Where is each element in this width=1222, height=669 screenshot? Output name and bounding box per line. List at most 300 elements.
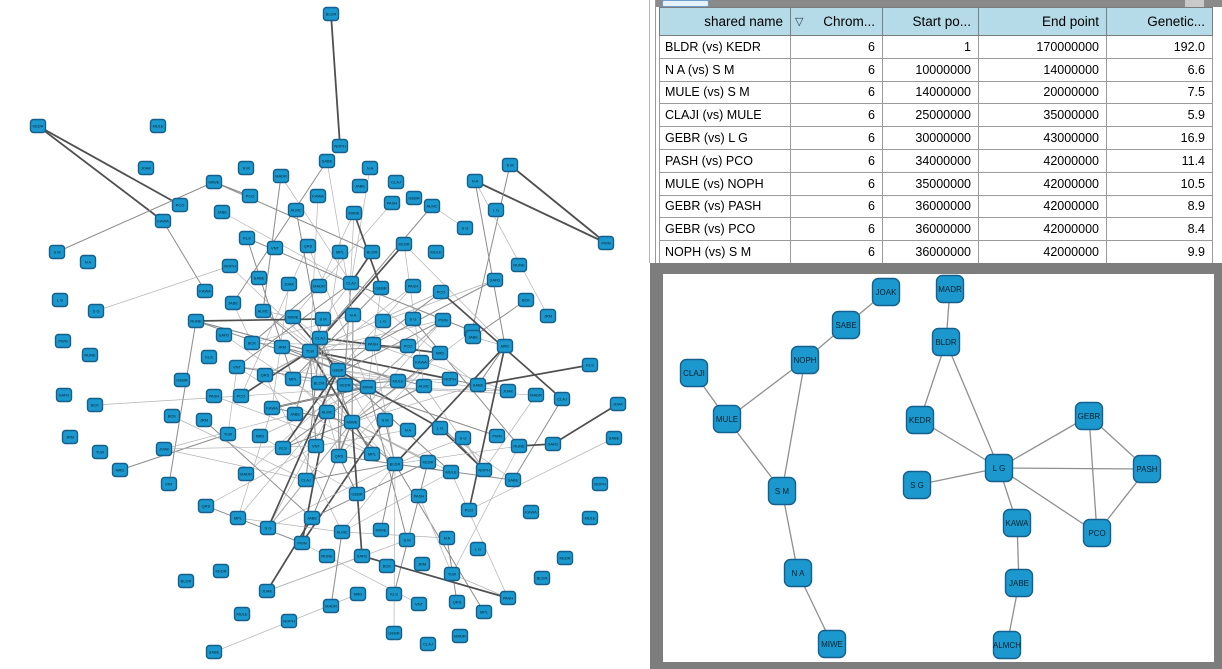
graph-node[interactable] (388, 458, 403, 471)
table-horizontal-scrollbar[interactable] (656, 0, 1222, 7)
graph-node[interactable] (506, 474, 521, 487)
cell-value[interactable]: 7.5 (1107, 81, 1213, 104)
graph-node[interactable] (466, 331, 481, 344)
graph-node[interactable] (320, 155, 335, 168)
node-label: BLDR (180, 578, 192, 584)
graph-edge (352, 315, 353, 422)
graph-node[interactable] (453, 630, 468, 643)
table-row[interactable] (660, 172, 1213, 195)
graph-node[interactable] (792, 347, 819, 374)
cell-shared-name[interactable]: NOPH (vs) S M (660, 241, 791, 264)
graph-node[interactable] (316, 313, 331, 326)
graph-node[interactable] (215, 206, 230, 219)
graph-node[interactable] (312, 280, 327, 293)
graph-node[interactable] (489, 204, 504, 217)
cell-value[interactable]: 36000000 (883, 218, 979, 241)
graph-node[interactable] (199, 500, 214, 513)
graph-node[interactable] (57, 389, 72, 402)
graph-node[interactable] (365, 448, 380, 461)
graph-node[interactable] (258, 369, 273, 382)
graph-node[interactable] (937, 276, 964, 303)
node-label: SABE (507, 477, 519, 483)
graph-node[interactable] (378, 414, 393, 427)
graph-node[interactable] (407, 192, 422, 205)
column-header-end-point[interactable]: End point (979, 8, 1107, 36)
scrollbar-thumb[interactable] (662, 0, 709, 7)
cell-value[interactable]: 11.4 (1107, 149, 1213, 172)
graph-node[interactable] (355, 550, 370, 563)
graph-edge (238, 518, 342, 532)
detail-network-viewport[interactable] (663, 274, 1214, 662)
graph-node[interactable] (501, 385, 516, 398)
graph-node[interactable] (50, 246, 65, 259)
detail-network-canvas[interactable] (663, 274, 1214, 662)
graph-node[interactable] (333, 140, 348, 153)
node-label: PCO (403, 343, 413, 349)
graph-node[interactable] (433, 422, 448, 435)
graph-node[interactable] (421, 638, 436, 651)
graph-node[interactable] (993, 632, 1021, 659)
graph-node[interactable] (226, 297, 241, 310)
graph-node[interactable] (282, 615, 297, 628)
cell-value[interactable]: 8.4 (1107, 218, 1213, 241)
cell-value[interactable]: 30000000 (883, 127, 979, 150)
graph-node[interactable] (611, 398, 626, 411)
graph-node[interactable] (415, 558, 430, 571)
graph-node[interactable] (417, 380, 432, 393)
graph-node[interactable] (56, 335, 71, 348)
cell-value[interactable]: 16.9 (1107, 127, 1213, 150)
node-label: MADR (938, 284, 962, 294)
cell-value[interactable]: 35000000 (979, 104, 1107, 127)
node-label: KLS (390, 591, 398, 597)
graph-node[interactable] (769, 478, 796, 505)
graph-node[interactable] (593, 478, 608, 491)
graph-node[interactable] (558, 552, 573, 565)
node-label: ALMC (336, 529, 348, 535)
graph-node[interactable] (156, 215, 171, 228)
graph-node[interactable] (389, 176, 404, 189)
graph-node[interactable] (197, 414, 212, 427)
graph-node[interactable] (89, 305, 104, 318)
node-label: MIWE (287, 314, 299, 320)
cell-value[interactable]: 6 (791, 149, 883, 172)
cell-value[interactable]: 25000000 (883, 104, 979, 127)
graph-node[interactable] (275, 341, 290, 354)
cell-value[interactable]: 36000000 (883, 241, 979, 264)
graph-node[interactable] (387, 627, 402, 640)
table-row[interactable] (660, 81, 1213, 104)
graph-node[interactable] (333, 246, 348, 259)
graph-node[interactable] (374, 282, 389, 295)
node-label: MULE (584, 515, 596, 521)
graph-node[interactable] (252, 272, 267, 285)
column-header-shared-name[interactable]: shared name (660, 8, 791, 36)
graph-node[interactable] (406, 280, 421, 293)
node-label: CLAJ (315, 335, 325, 341)
graph-node[interactable] (214, 565, 229, 578)
graph-node[interactable] (175, 374, 190, 387)
table-row[interactable] (660, 218, 1213, 241)
node-label: PASH (208, 393, 220, 399)
graph-node[interactable] (286, 373, 301, 386)
graph-node[interactable] (445, 568, 460, 581)
cell-shared-name[interactable]: GEBR (vs) PCO (660, 218, 791, 241)
graph-node[interactable] (436, 314, 451, 327)
graph-node[interactable] (1004, 510, 1031, 537)
graph-node[interactable] (986, 455, 1013, 482)
node-label: N A (443, 535, 451, 541)
node-label: PCO (436, 289, 446, 295)
graph-node[interactable] (173, 199, 188, 212)
node-label: GEBR (388, 630, 400, 636)
graph-node[interactable] (240, 232, 255, 245)
graph-node[interactable] (207, 390, 222, 403)
graph-node[interactable] (468, 175, 483, 188)
graph-node[interactable] (490, 430, 505, 443)
cell-value[interactable]: 42000000 (979, 172, 1107, 195)
graph-node[interactable] (276, 442, 291, 455)
graph-node[interactable] (303, 345, 318, 358)
cell-value[interactable]: 170000000 (979, 36, 1107, 59)
graph-node[interactable] (239, 468, 254, 481)
graph-node[interactable] (512, 259, 527, 272)
cell-shared-name[interactable]: GEBR (vs) PASH (660, 195, 791, 218)
column-header-start-po---[interactable]: Start po... (883, 8, 979, 36)
graph-node[interactable] (81, 256, 96, 269)
node-label: PWN (58, 338, 68, 344)
cell-value[interactable]: 14000000 (979, 58, 1107, 81)
node-label: JOAK (502, 388, 514, 394)
graph-node[interactable] (179, 575, 194, 588)
graph-node[interactable] (785, 560, 812, 587)
graph-node[interactable] (221, 428, 236, 441)
graph-node[interactable] (93, 446, 108, 459)
panel-split-divider[interactable] (649, 0, 656, 263)
node-label: PCO (464, 507, 474, 513)
cell-shared-name[interactable]: N A (vs) S M (660, 58, 791, 81)
cell-shared-name[interactable]: MULE (vs) S M (660, 81, 791, 104)
graph-node[interactable] (1084, 520, 1111, 547)
cell-value[interactable]: 34000000 (883, 149, 979, 172)
graph-node[interactable] (83, 349, 98, 362)
graph-node[interactable] (63, 431, 78, 444)
graph-node[interactable] (477, 606, 492, 619)
graph-node[interactable] (256, 305, 271, 318)
graph-node[interactable] (345, 416, 360, 429)
graph-node[interactable] (450, 596, 465, 609)
table-row[interactable] (660, 58, 1213, 81)
graph-edge (38, 126, 180, 205)
graph-edge (267, 556, 362, 591)
graph-node[interactable] (401, 340, 416, 353)
cell-value[interactable]: 6 (791, 241, 883, 264)
cell-value[interactable]: 20000000 (979, 81, 1107, 104)
graph-node[interactable] (217, 329, 232, 342)
graph-node[interactable] (471, 543, 486, 556)
table-row[interactable] (660, 195, 1213, 218)
graph-node[interactable] (311, 190, 326, 203)
graph-node[interactable] (320, 406, 335, 419)
graph-node[interactable] (235, 608, 250, 621)
cell-shared-name[interactable]: MULE (vs) NOPH (660, 172, 791, 195)
graph-node[interactable] (907, 407, 934, 434)
graph-node[interactable] (1006, 570, 1033, 597)
cell-value[interactable]: 6 (791, 81, 883, 104)
node-label: BLDR (313, 380, 325, 386)
graph-node[interactable] (535, 572, 550, 585)
graph-node[interactable] (529, 389, 544, 402)
cell-shared-name[interactable]: CLAJI (vs) MULE (660, 104, 791, 127)
graph-node[interactable] (380, 560, 395, 573)
cell-shared-name[interactable]: GEBR (vs) L G (660, 127, 791, 150)
cell-value[interactable]: 14000000 (883, 81, 979, 104)
graph-node[interactable] (139, 162, 154, 175)
graph-node[interactable] (366, 338, 381, 351)
graph-node[interactable] (400, 534, 415, 547)
graph-node[interactable] (31, 120, 46, 133)
table-row[interactable] (660, 36, 1213, 59)
cell-value[interactable]: 42000000 (979, 149, 1107, 172)
graph-node[interactable] (458, 222, 473, 235)
graph-node[interactable] (301, 240, 316, 253)
graph-node[interactable] (425, 200, 440, 213)
cell-value[interactable]: 10000000 (883, 58, 979, 81)
node-label: MPL (367, 451, 377, 457)
cell-value[interactable]: 6 (791, 218, 883, 241)
graph-node[interactable] (243, 190, 258, 203)
cell-value[interactable]: 8.9 (1107, 195, 1213, 218)
graph-node[interactable] (376, 315, 391, 328)
graph-node[interactable] (347, 207, 362, 220)
graph-node[interactable] (338, 379, 353, 392)
graph-node[interactable] (681, 360, 708, 387)
node-label: PASH (407, 283, 419, 289)
cell-shared-name[interactable]: BLDR (vs) KEDR (660, 36, 791, 59)
node-label: MADR (240, 471, 252, 477)
graph-node[interactable] (234, 390, 249, 403)
graph-node[interactable] (331, 364, 346, 377)
graph-node[interactable] (88, 399, 103, 412)
graph-node[interactable] (412, 598, 427, 611)
graph-node[interactable] (320, 550, 335, 563)
graph-node[interactable] (231, 512, 246, 525)
node-label: VNT (415, 601, 423, 607)
column-header-genetic---[interactable]: Genetic... (1107, 8, 1213, 36)
graph-node[interactable] (189, 315, 204, 328)
graph-node[interactable] (351, 588, 366, 601)
graph-node[interactable] (524, 506, 539, 519)
table-row[interactable] (660, 149, 1213, 172)
graph-node[interactable] (274, 170, 289, 183)
graph-node[interactable] (443, 373, 458, 386)
graph-node[interactable] (429, 246, 444, 259)
node-label: PASH (502, 595, 514, 601)
node-label: GEBR (332, 367, 344, 373)
graph-node[interactable] (833, 312, 860, 339)
cell-value[interactable]: 6.6 (1107, 58, 1213, 81)
cell-value[interactable]: 192.0 (1107, 36, 1213, 59)
cell-value[interactable]: 6 (791, 195, 883, 218)
graph-node[interactable] (312, 377, 327, 390)
graph-node[interactable] (599, 237, 614, 250)
graph-node[interactable] (165, 410, 180, 423)
graph-node[interactable] (261, 522, 276, 535)
cell-value[interactable]: 6 (791, 36, 883, 59)
node-label: MADR (313, 283, 325, 289)
graph-node[interactable] (391, 375, 406, 388)
cell-value[interactable]: 6 (791, 58, 883, 81)
node-label: PWN (438, 317, 448, 323)
graph-node[interactable] (353, 180, 368, 193)
graph-node[interactable] (157, 443, 172, 456)
graph-node[interactable] (374, 524, 389, 537)
graph-node[interactable] (288, 408, 303, 421)
cell-value[interactable]: 42000000 (979, 241, 1107, 264)
graph-node[interactable] (346, 309, 361, 322)
graph-node[interactable] (335, 526, 350, 539)
graph-node[interactable] (361, 381, 376, 394)
graph-node[interactable] (245, 337, 260, 350)
node-label: TLW (447, 571, 457, 577)
node-label: L G (56, 297, 64, 303)
cell-value[interactable]: 9.9 (1107, 241, 1213, 264)
cell-shared-name[interactable]: PASH (vs) PCO (660, 149, 791, 172)
graph-node[interactable] (501, 592, 516, 605)
cell-value[interactable]: 6 (791, 172, 883, 195)
graph-node[interactable] (555, 393, 570, 406)
graph-node[interactable] (406, 313, 421, 326)
graph-node[interactable] (365, 246, 380, 259)
graph-node[interactable] (412, 490, 427, 503)
node-label: BLDR (325, 11, 337, 17)
graph-node[interactable] (305, 512, 320, 525)
graph-node[interactable] (546, 438, 561, 451)
graph-node[interactable] (289, 204, 304, 217)
graph-node[interactable] (299, 474, 314, 487)
node-label: JABE (306, 515, 318, 521)
graph-node[interactable] (286, 311, 301, 324)
graph-node[interactable] (488, 274, 503, 287)
graph-node[interactable] (512, 440, 527, 453)
graph-node[interactable] (456, 432, 471, 445)
node-label: RUNE (321, 553, 333, 559)
graph-node[interactable] (324, 600, 339, 613)
graph-node[interactable] (519, 294, 534, 307)
node-label: SABE (321, 158, 333, 164)
graph-node[interactable] (295, 537, 310, 550)
graph-node[interactable] (207, 646, 222, 659)
cell-value[interactable]: 43000000 (979, 127, 1107, 150)
graph-node[interactable] (819, 631, 846, 658)
graph-node[interactable] (583, 512, 598, 525)
graph-node[interactable] (385, 197, 400, 210)
node-label: MULE (236, 611, 248, 617)
table-row[interactable] (660, 104, 1213, 127)
graph-node[interactable] (324, 8, 339, 21)
cell-value[interactable]: 5.9 (1107, 104, 1213, 127)
graph-node[interactable] (1076, 403, 1103, 430)
graph-node[interactable] (583, 359, 598, 372)
cell-value[interactable]: 42000000 (979, 218, 1107, 241)
graph-node[interactable] (607, 432, 622, 445)
column-header-chrom---[interactable]: ▽ Chrom... (791, 8, 883, 36)
graph-node[interactable] (223, 260, 238, 273)
graph-node[interactable] (309, 440, 324, 453)
graph-node[interactable] (313, 332, 328, 345)
graph-node[interactable] (498, 340, 513, 353)
graph-node[interactable] (477, 464, 492, 477)
table-row[interactable] (660, 127, 1213, 150)
node-label: S G (409, 316, 417, 322)
graph-node[interactable] (434, 286, 449, 299)
graph-node[interactable] (202, 351, 217, 364)
node-label: NRD (255, 433, 265, 439)
graph-node[interactable] (151, 120, 166, 133)
table-row[interactable] (660, 241, 1213, 264)
node-label: N A (471, 178, 479, 184)
graph-node[interactable] (113, 464, 128, 477)
graph-node[interactable] (873, 279, 900, 306)
graph-node[interactable] (414, 356, 429, 369)
graph-node[interactable] (440, 532, 455, 545)
graph-node[interactable] (344, 277, 359, 290)
cell-value[interactable]: 6 (791, 104, 883, 127)
graph-node[interactable] (53, 294, 68, 307)
graph-node[interactable] (230, 361, 245, 374)
cell-value[interactable]: 10.5 (1107, 172, 1213, 195)
filter-icon[interactable]: ▽ (795, 16, 804, 28)
graph-node[interactable] (207, 176, 222, 189)
graph-node[interactable] (350, 488, 365, 501)
graph-node[interactable] (332, 450, 347, 463)
graph-node[interactable] (714, 406, 741, 433)
graph-node[interactable] (397, 238, 412, 251)
graph-node[interactable] (387, 588, 402, 601)
graph-node[interactable] (433, 347, 448, 360)
graph-node[interactable] (401, 424, 416, 437)
graph-node[interactable] (503, 159, 518, 172)
graph-node[interactable] (265, 402, 280, 415)
graph-edge (310, 196, 318, 351)
cell-value[interactable]: 36000000 (883, 195, 979, 218)
graph-node[interactable] (933, 329, 960, 356)
cell-value[interactable]: 35000000 (883, 172, 979, 195)
graph-node[interactable] (162, 478, 177, 491)
graph-node[interactable] (239, 162, 254, 175)
graph-node[interactable] (444, 466, 459, 479)
cell-value[interactable]: 6 (791, 127, 883, 150)
cell-value[interactable]: 42000000 (979, 195, 1107, 218)
graph-node[interactable] (904, 472, 931, 499)
node-label: JRM (277, 344, 287, 350)
graph-node[interactable] (268, 242, 283, 255)
node-label: MIWE (362, 384, 374, 390)
graph-node[interactable] (198, 285, 213, 298)
cell-value[interactable]: 1 (883, 36, 979, 59)
graph-node[interactable] (471, 379, 486, 392)
graph-node[interactable] (541, 310, 556, 323)
graph-node[interactable] (282, 278, 297, 291)
graph-node[interactable] (1134, 456, 1161, 483)
graph-node[interactable] (260, 585, 275, 598)
graph-node[interactable] (421, 456, 436, 469)
graph-node[interactable] (253, 430, 268, 443)
node-label: PASH (1136, 464, 1158, 474)
node-label: KLS (205, 354, 213, 360)
graph-node[interactable] (462, 504, 477, 517)
graph-node[interactable] (363, 162, 378, 175)
